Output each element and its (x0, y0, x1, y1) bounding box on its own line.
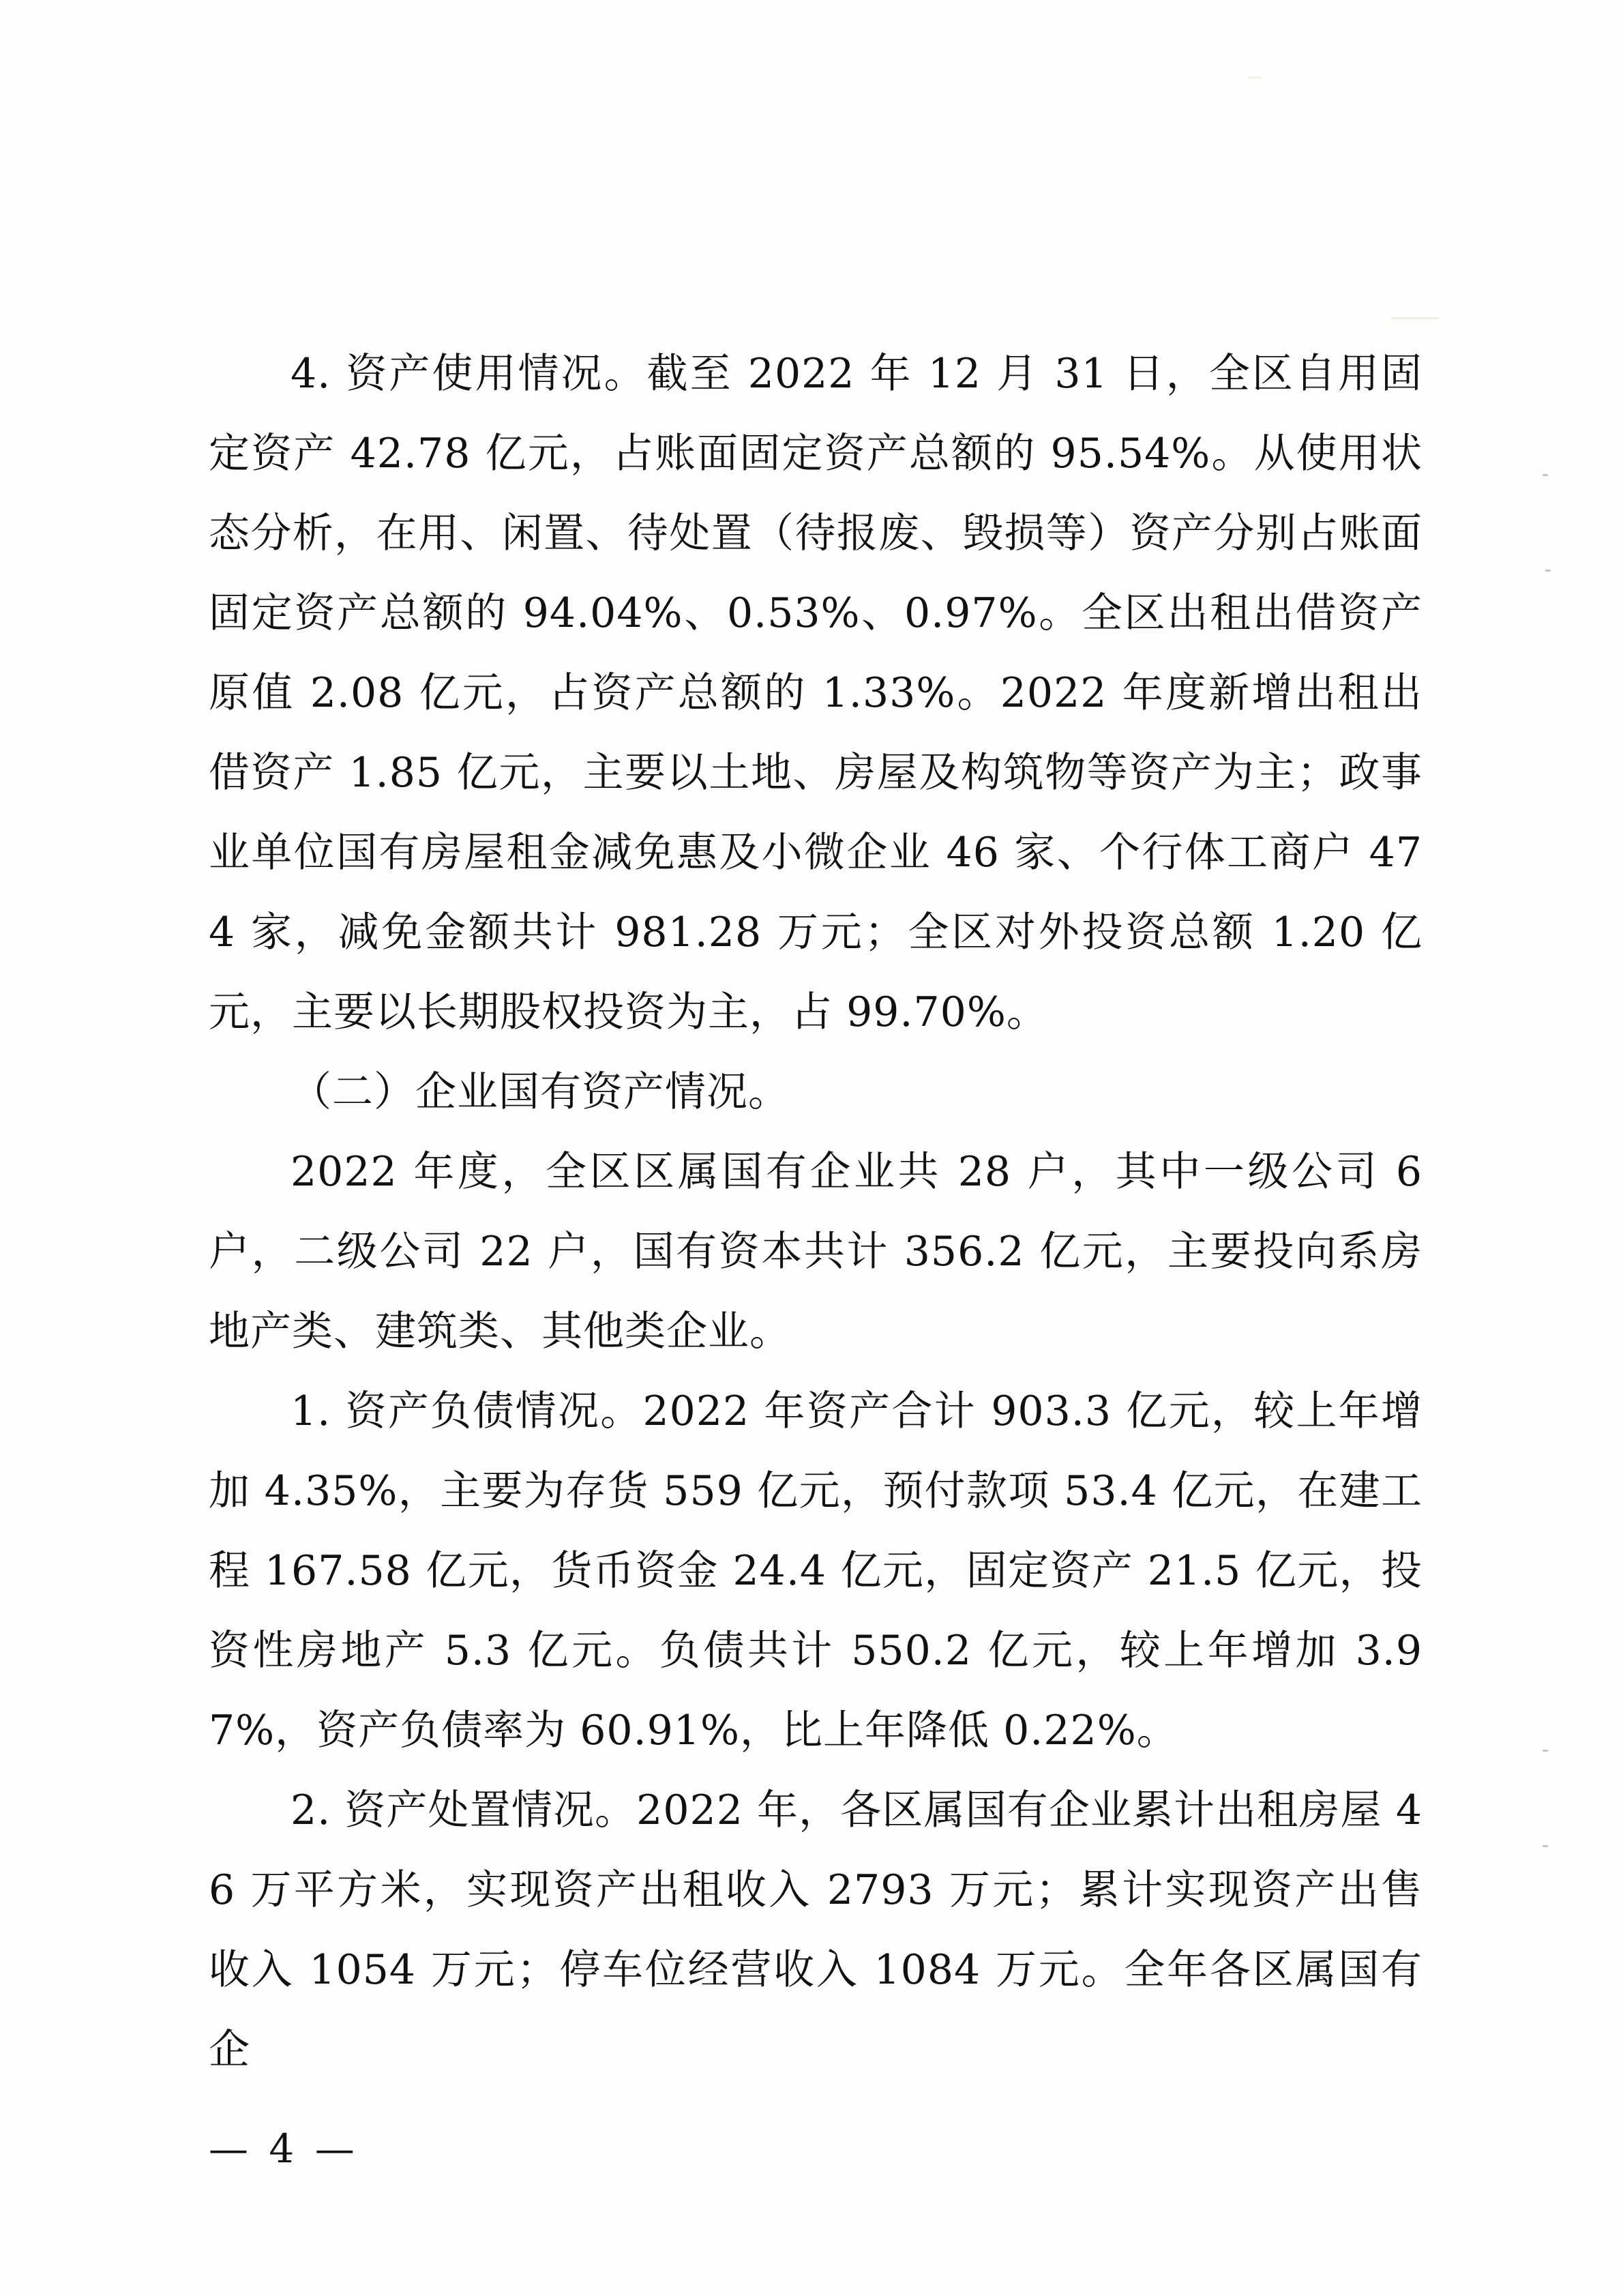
section-heading-enterprise-assets: （二）企业国有资产情况。 (291, 1068, 790, 1116)
paragraph-assets-liabilities: 1. 资产负债情况。2022 年资产合计 903.3 亿元，较上年增加 4.35%，主要为存货 559 亿元，预付款项 53.4 亿元，在建工程 167.58 亿元，货币资金 24.4 亿元，固定资产 21.5 亿元，投资性房地产 5.3 亿元。负债共计 550.2 亿元，较上年增加 3.97%，资产负债率为 60.91%，比上年降低 0.22%。 (209, 1387, 1423, 1754)
scan-speck (1543, 474, 1548, 476)
paragraph-asset-disposal: 2. 资产处置情况。2022 年，各区属国有企业累计出租房屋 46 万平方米，实现资产出租收入 2793 万元；累计实现资产出售收入 1054 万元；停车位经营收入 1084 万元。全年各区属国有企 (209, 1786, 1423, 2074)
paragraph-enterprise-overview: 2022 年度，全区区属国有企业共 28 户，其中一级公司 6 户，二级公司 22 户，国有资本共计 356.2 亿元，主要投向系房地产类、建筑类、其他类企业。 (209, 1148, 1423, 1355)
scan-speck (1543, 1845, 1548, 1847)
scan-speck (1391, 317, 1439, 319)
scan-speck (1248, 76, 1262, 78)
scan-speck (1545, 570, 1551, 572)
document-body (209, 334, 1423, 2090)
scan-speck (1543, 1750, 1548, 1752)
paragraph-asset-usage: 4. 资产使用情况。截至 2022 年 12 月 31 日，全区自用固定资产 42.78 亿元，占账面固定资产总额的 95.54%。从使用状态分析，在用、闲置、待处置（待报废、毁损等）资产分别占账面固定资产总额的 94.04%、0.53%、0.97%。全区出租出借资产原值 2.08 亿元，占资产总额的 1.33%。2022 年度新增出租出借资产 1.85 亿元，主要以土地、房屋及构筑物等资产为主；政事业单位国有房屋租金减免惠及小微企业 46 家、个行体工商户 474 家，减免金额共计 981.28 万元；全区对外投资总额 1.20 亿元，主要以长期股权投资为主，占 99.70%。 (209, 350, 1423, 1036)
page-number: — 4 — (209, 2125, 359, 2172)
